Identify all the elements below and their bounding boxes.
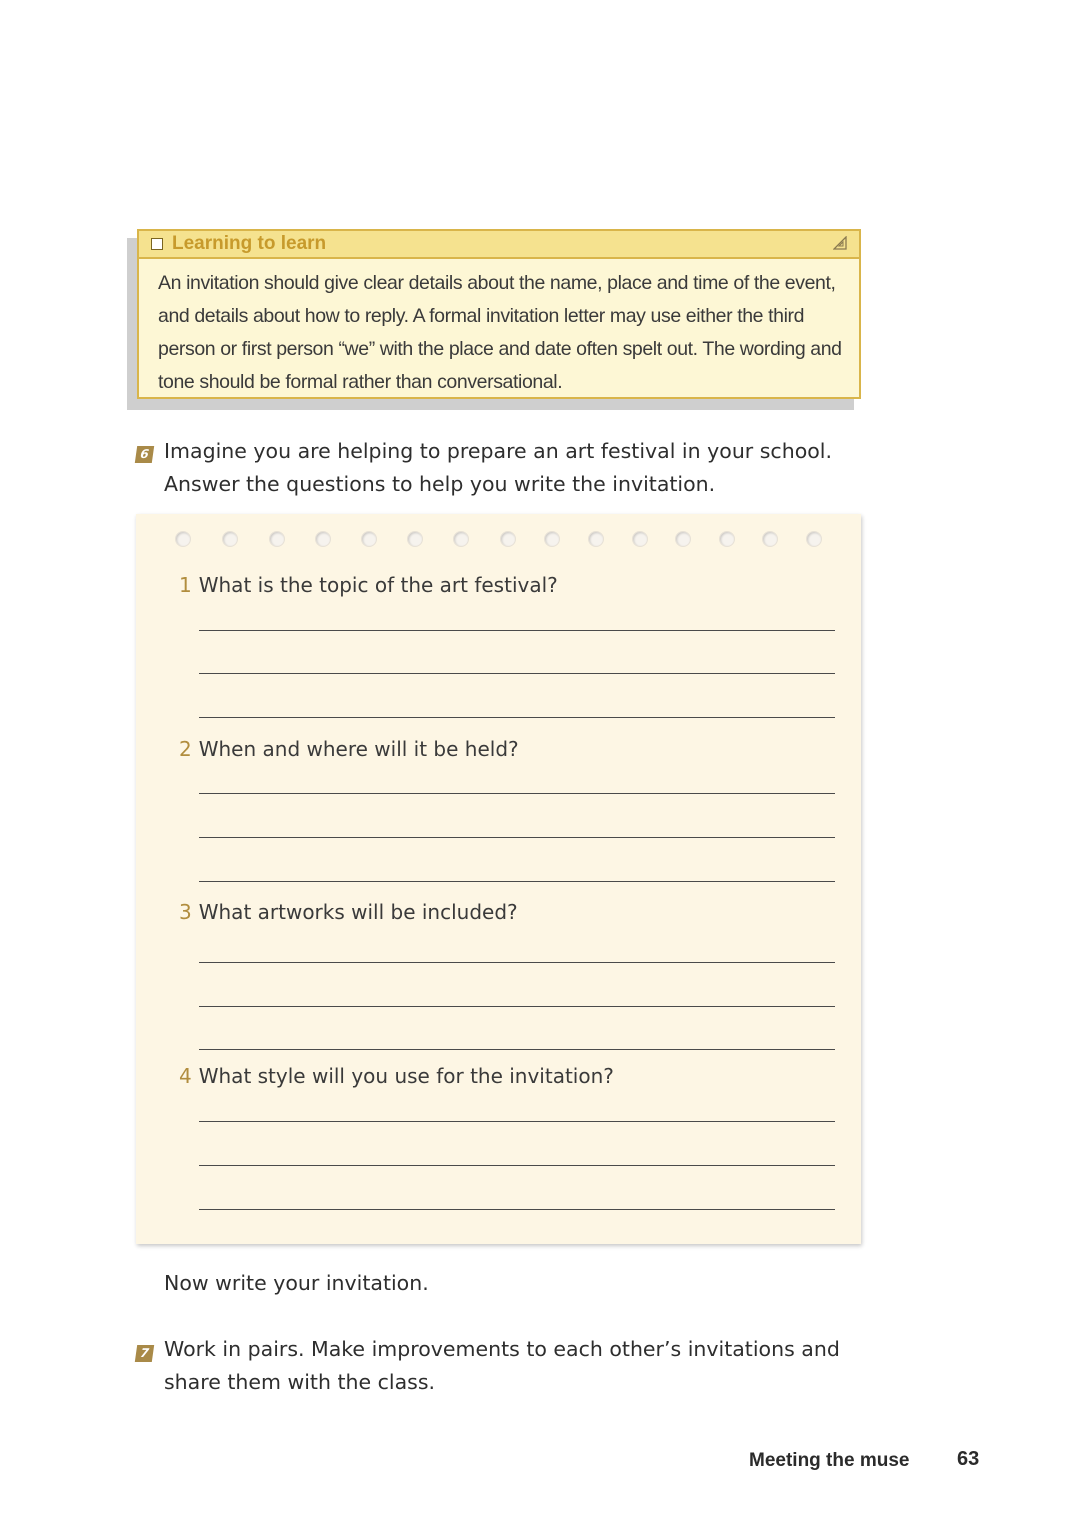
answer-line[interactable] (199, 673, 835, 674)
binder-hole (588, 531, 604, 547)
answer-line[interactable] (199, 1121, 835, 1122)
question-number: 3 (179, 900, 192, 924)
binder-hole (544, 531, 560, 547)
answer-line[interactable] (199, 1006, 835, 1007)
learning-box-header (139, 231, 859, 259)
binder-hole (806, 531, 822, 547)
binder-hole (453, 531, 469, 547)
binder-hole (719, 531, 735, 547)
task-6-instruction: Imagine you are helping to prepare an art festival in your school. Answer the questions to help you write the invitation. (164, 439, 832, 496)
binder-hole (675, 531, 691, 547)
binder-hole (315, 531, 331, 547)
binder-hole (222, 531, 238, 547)
binder-hole (632, 531, 648, 547)
binder-hole (762, 531, 778, 547)
page-number: 63 (957, 1448, 980, 1470)
question-text: What style will you use for the invitation? (198, 1064, 614, 1088)
answer-line[interactable] (199, 717, 835, 718)
answer-line[interactable] (199, 1049, 835, 1050)
answer-line[interactable] (199, 1165, 835, 1166)
learning-box-title: Learning to learn (172, 233, 327, 254)
answer-line[interactable] (199, 881, 835, 882)
notepad (136, 514, 861, 1244)
binder-hole (269, 531, 285, 547)
question-number: 4 (179, 1064, 192, 1088)
task-number-badge: 6 (135, 446, 154, 463)
task-number-badge: 7 (135, 1345, 154, 1362)
answer-line[interactable] (199, 793, 835, 794)
learning-to-learn-box (137, 229, 861, 399)
question-2 (179, 737, 519, 761)
question-text: What artworks will be included? (198, 900, 518, 924)
question-number: 1 (179, 573, 192, 597)
question-1 (179, 573, 558, 597)
question-4 (179, 1064, 614, 1088)
task-7-instruction: Work in pairs. Make improvements to each other’s invitations and share them with the class. (164, 1337, 840, 1394)
question-3 (179, 900, 518, 924)
answer-line[interactable] (199, 962, 835, 963)
write-prompt: Now write your invitation. (164, 1271, 429, 1295)
binder-hole (407, 531, 423, 547)
binder-hole (500, 531, 516, 547)
learning-box-text: An invitation should give clear details about the name, place and time of the event, and details about how to reply. A formal invitation letter may use either the third person or first person “we” with the place and date often spelt out. The wording and tone should be formal rather than conversational. (158, 272, 842, 393)
question-number: 2 (179, 737, 192, 761)
question-text: What is the topic of the art festival? (198, 573, 558, 597)
answer-line[interactable] (199, 837, 835, 838)
question-text: When and where will it be held? (198, 737, 519, 761)
answer-line[interactable] (199, 630, 835, 631)
triangle-ruler-icon (833, 236, 847, 250)
binder-hole (361, 531, 377, 547)
unit-title: Meeting the muse (749, 1450, 910, 1471)
answer-line[interactable] (199, 1209, 835, 1210)
checkbox-icon (151, 238, 163, 250)
binder-hole (175, 531, 191, 547)
